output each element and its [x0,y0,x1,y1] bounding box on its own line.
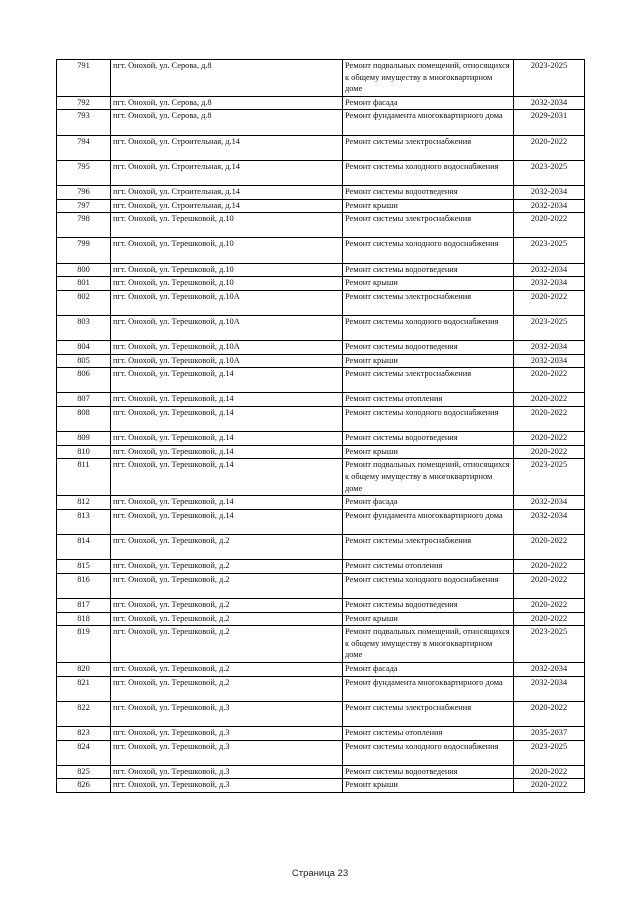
table-row [57,341,585,355]
table-row [57,726,585,740]
period-cell: 2035-2037 [514,726,585,740]
table-row [57,573,585,598]
address-cell: пгт. Онохой, ул. Терешковой, д.2 [111,535,343,560]
period-cell: 2020-2022 [514,765,585,779]
work-type-cell: Ремонт подвальных помещений, относящихся к общему имуществу в многоквартирном доме [343,459,514,496]
table-body [57,60,585,793]
period-cell: 2020-2022 [514,573,585,598]
address-cell: пгт. Онохой, ул. Строительная, д.14 [111,160,343,185]
work-type-cell: Ремонт системы холодного водоснабжения [343,573,514,598]
work-type-cell: Ремонт системы водоотведения [343,598,514,612]
work-type-cell: Ремонт фундамента многоквартирного дома [343,509,514,534]
table-row [57,354,585,368]
period-cell: 2023-2025 [514,315,585,340]
table-row [57,290,585,315]
row-number-cell: 820 [57,662,111,676]
address-cell: пгт. Онохой, ул. Терешковой, д.2 [111,598,343,612]
work-type-cell: Ремонт крыши [343,612,514,626]
address-cell: пгт. Онохой, ул. Терешковой, д.2 [111,662,343,676]
row-number-cell: 805 [57,354,111,368]
work-type-cell: Ремонт системы холодного водоснабжения [343,315,514,340]
work-type-cell: Ремонт крыши [343,779,514,793]
row-number-cell: 795 [57,160,111,185]
row-number-cell: 797 [57,199,111,213]
work-type-cell: Ремонт подвальных помещений, относящихся к общему имуществу в многоквартирном доме [343,60,514,97]
address-cell: пгт. Онохой, ул. Терешковой, д.2 [111,626,343,663]
table-row [57,676,585,701]
period-cell: 2032-2034 [514,509,585,534]
row-number-cell: 811 [57,459,111,496]
address-cell: пгт. Онохой, ул. Терешковой, д.10 [111,213,343,238]
row-number-cell: 793 [57,110,111,135]
address-cell: пгт. Онохой, ул. Серова, д.8 [111,110,343,135]
address-cell: пгт. Онохой, ул. Строительная, д.14 [111,199,343,213]
address-cell: пгт. Онохой, ул. Терешковой, д.10А [111,290,343,315]
row-number-cell: 821 [57,676,111,701]
work-type-cell: Ремонт системы водоотведения [343,263,514,277]
row-number-cell: 808 [57,407,111,432]
table-row [57,238,585,263]
period-cell: 2032-2034 [514,496,585,510]
table-row [57,496,585,510]
table-row [57,701,585,726]
work-type-cell: Ремонт системы отопления [343,393,514,407]
period-cell: 2029-2031 [514,110,585,135]
period-cell: 2020-2022 [514,535,585,560]
address-cell: пгт. Онохой, ул. Терешковой, д.2 [111,676,343,701]
address-cell: пгт. Онохой, ул. Терешковой, д.14 [111,496,343,510]
address-cell: пгт. Онохой, ул. Терешковой, д.10 [111,263,343,277]
period-cell: 2023-2025 [514,459,585,496]
period-cell: 2020-2022 [514,368,585,393]
table-row [57,626,585,663]
row-number-cell: 794 [57,135,111,160]
row-number-cell: 824 [57,740,111,765]
address-cell: пгт. Онохой, ул. Терешковой, д.14 [111,368,343,393]
table-row [57,432,585,446]
period-cell: 2032-2034 [514,662,585,676]
period-cell: 2023-2025 [514,238,585,263]
period-cell: 2020-2022 [514,213,585,238]
row-number-cell: 814 [57,535,111,560]
table-row [57,765,585,779]
row-number-cell: 803 [57,315,111,340]
row-number-cell: 817 [57,598,111,612]
page-number: Страница 23 [291,868,349,879]
table-row [57,740,585,765]
period-cell: 2020-2022 [514,393,585,407]
table-row [57,315,585,340]
table-row [57,213,585,238]
work-type-cell: Ремонт системы холодного водоснабжения [343,160,514,185]
table-row [57,60,585,97]
work-type-cell: Ремонт системы электроснабжения [343,213,514,238]
row-number-cell: 800 [57,263,111,277]
address-cell: пгт. Онохой, ул. Терешковой, д.3 [111,740,343,765]
address-cell: пгт. Онохой, ул. Терешковой, д.10А [111,315,343,340]
address-cell: пгт. Онохой, ул. Терешковой, д.14 [111,509,343,534]
work-type-cell: Ремонт крыши [343,354,514,368]
address-cell: пгт. Онохой, ул. Терешковой, д.14 [111,432,343,446]
period-cell: 2032-2034 [514,185,585,199]
table-row [57,612,585,626]
row-number-cell: 825 [57,765,111,779]
address-cell: пгт. Онохой, ул. Терешковой, д.2 [111,573,343,598]
work-type-cell: Ремонт системы водоотведения [343,185,514,199]
table-row [57,185,585,199]
table-row [57,368,585,393]
row-number-cell: 801 [57,277,111,291]
table-row [57,662,585,676]
address-cell: пгт. Онохой, ул. Строительная, д.14 [111,185,343,199]
address-cell: пгт. Онохой, ул. Терешковой, д.3 [111,779,343,793]
period-cell: 2023-2025 [514,740,585,765]
work-type-cell: Ремонт системы отопления [343,560,514,574]
table-row [57,407,585,432]
row-number-cell: 815 [57,560,111,574]
table-row [57,110,585,135]
table-row [57,445,585,459]
address-cell: пгт. Онохой, ул. Терешковой, д.14 [111,459,343,496]
row-number-cell: 807 [57,393,111,407]
period-cell: 2020-2022 [514,407,585,432]
work-type-cell: Ремонт системы электроснабжения [343,701,514,726]
period-cell: 2020-2022 [514,135,585,160]
work-type-cell: Ремонт системы холодного водоснабжения [343,740,514,765]
work-type-cell: Ремонт системы водоотведения [343,432,514,446]
address-cell: пгт. Онохой, ул. Терешковой, д.10 [111,238,343,263]
period-cell: 2032-2034 [514,96,585,110]
row-number-cell: 804 [57,341,111,355]
work-type-cell: Ремонт системы водоотведения [343,765,514,779]
work-type-cell: Ремонт фасада [343,662,514,676]
row-number-cell: 791 [57,60,111,97]
row-number-cell: 802 [57,290,111,315]
row-number-cell: 818 [57,612,111,626]
table-row [57,96,585,110]
work-type-cell: Ремонт фундамента многоквартирного дома [343,110,514,135]
address-cell: пгт. Онохой, ул. Терешковой, д.2 [111,612,343,626]
address-cell: пгт. Онохой, ул. Терешковой, д.10А [111,354,343,368]
row-number-cell: 799 [57,238,111,263]
period-cell: 2020-2022 [514,290,585,315]
address-cell: пгт. Онохой, ул. Строительная, д.14 [111,135,343,160]
row-number-cell: 816 [57,573,111,598]
period-cell: 2020-2022 [514,779,585,793]
period-cell: 2032-2034 [514,263,585,277]
address-cell: пгт. Онохой, ул. Терешковой, д.14 [111,407,343,432]
work-type-cell: Ремонт системы электроснабжения [343,535,514,560]
work-type-cell: Ремонт системы водоотведения [343,341,514,355]
row-number-cell: 823 [57,726,111,740]
work-type-cell: Ремонт системы электроснабжения [343,290,514,315]
period-cell: 2020-2022 [514,445,585,459]
address-cell: пгт. Онохой, ул. Терешковой, д.2 [111,560,343,574]
table-row [57,779,585,793]
work-type-cell: Ремонт фасада [343,496,514,510]
address-cell: пгт. Онохой, ул. Терешковой, д.10 [111,277,343,291]
address-cell: пгт. Онохой, ул. Терешковой, д.3 [111,726,343,740]
period-cell: 2023-2025 [514,626,585,663]
work-type-cell: Ремонт подвальных помещений, относящихся к общему имуществу в многоквартирном доме [343,626,514,663]
period-cell: 2032-2034 [514,199,585,213]
period-cell: 2020-2022 [514,560,585,574]
table-row [57,160,585,185]
work-type-cell: Ремонт системы электроснабжения [343,368,514,393]
row-number-cell: 806 [57,368,111,393]
table-row [57,535,585,560]
period-cell: 2023-2025 [514,160,585,185]
work-type-cell: Ремонт крыши [343,199,514,213]
period-cell: 2020-2022 [514,612,585,626]
address-cell: пгт. Онохой, ул. Серова, д.8 [111,96,343,110]
table-row [57,277,585,291]
row-number-cell: 822 [57,701,111,726]
row-number-cell: 796 [57,185,111,199]
table-row [57,509,585,534]
work-type-cell: Ремонт крыши [343,445,514,459]
work-type-cell: Ремонт фасада [343,96,514,110]
table-row [57,598,585,612]
row-number-cell: 812 [57,496,111,510]
row-number-cell: 798 [57,213,111,238]
period-cell: 2032-2034 [514,341,585,355]
period-cell: 2020-2022 [514,701,585,726]
row-number-cell: 826 [57,779,111,793]
work-type-cell: Ремонт системы холодного водоснабжения [343,238,514,263]
work-type-cell: Ремонт системы холодного водоснабжения [343,407,514,432]
row-number-cell: 810 [57,445,111,459]
repair-schedule-table [56,59,585,793]
row-number-cell: 819 [57,626,111,663]
table-row [57,560,585,574]
address-cell: пгт. Онохой, ул. Терешковой, д.3 [111,765,343,779]
row-number-cell: 792 [57,96,111,110]
period-cell: 2020-2022 [514,432,585,446]
table-row [57,459,585,496]
period-cell: 2020-2022 [514,598,585,612]
work-type-cell: Ремонт системы электроснабжения [343,135,514,160]
address-cell: пгт. Онохой, ул. Терешковой, д.10А [111,341,343,355]
table-row [57,199,585,213]
period-cell: 2032-2034 [514,676,585,701]
period-cell: 2023-2025 [514,60,585,97]
table-row [57,263,585,277]
period-cell: 2032-2034 [514,277,585,291]
address-cell: пгт. Онохой, ул. Терешковой, д.14 [111,445,343,459]
table-row [57,135,585,160]
row-number-cell: 813 [57,509,111,534]
address-cell: пгт. Онохой, ул. Терешковой, д.3 [111,701,343,726]
row-number-cell: 809 [57,432,111,446]
period-cell: 2032-2034 [514,354,585,368]
address-cell: пгт. Онохой, ул. Терешковой, д.14 [111,393,343,407]
table-row [57,393,585,407]
work-type-cell: Ремонт фундамента многоквартирного дома [343,676,514,701]
work-type-cell: Ремонт крыши [343,277,514,291]
work-type-cell: Ремонт системы отопления [343,726,514,740]
address-cell: пгт. Онохой, ул. Серова, д.8 [111,60,343,97]
